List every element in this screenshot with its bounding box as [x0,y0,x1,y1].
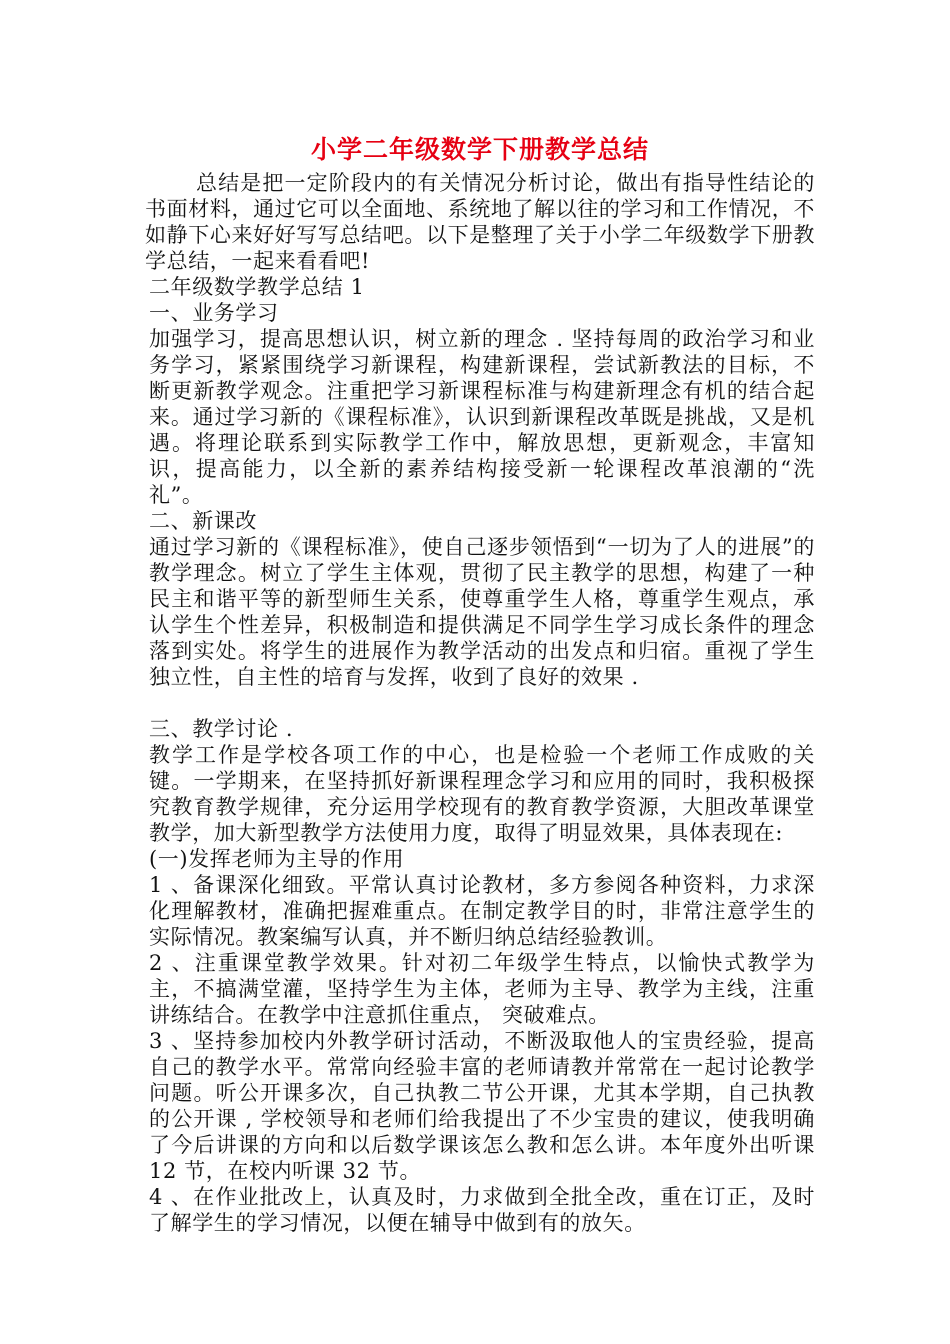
section-heading-teaching-research: 三、教学讨论 . [149,717,294,741]
list-item: 1 、备课深化细致。平常认真讨论教材，多方参阅各种资料，力求深化理解教材，准确把握难重点。在制定教学目的时，非常注意学生的实际情况。教案编写认真，并不断归纳总结经验教训。 [149,873,815,949]
section-heading-business-study: 一、业务学习 [149,301,279,325]
sub-heading-teacher-role: (一)发挥老师为主导的作用 [149,847,405,871]
section-body-business-study: 加强学习，提高思想认识，树立新的理念 . 坚持每周的政治学习和业务学习，紧紧围绕学习新课程，构建新课程，尝试新教法的目标，不断更新教学观念。注重把学习新课程标准与构建新理念有机的结合起来。通过学习新的《课程标准》，认识到新课程改革既是挑战，又是机遇。将理论联系到实际教学工作中，解放思想，更新观念，丰富知识，提高能力，以全新的素养结构接受新一轮课程改革浪潮的“洗礼”。 [149,327,815,507]
list-item: 4 、在作业批改上，认真及时，力求做到全批全改，重在订正，及时了解学生的学习情况，以便在辅导中做到有的放矢。 [149,1185,815,1235]
list-item: 3 、坚持参加校内外教学研讨活动，不断汲取他人的宝贵经验，提高自己的教学水平。常常向经验丰富的老师请教并常常在一起讨论教学问题。听公开课多次，自己执教二节公开课，尤其本学期，自己执教的公开课 , 学校领导和老师们给我提出了不少宝贵的建议，使我明确了今后讲课的方向和以后数学课该怎么教和怎么讲。本年度外出听课 12 节，在校内听课 32 节。 [149,1029,815,1183]
section-heading-new-curriculum: 二、新课改 [149,509,257,533]
document-content [145,132,815,1236]
list-item: 2 、注重课堂教学效果。针对初二年级学生特点，以愉快式教学为主，不搞满堂灌，坚持学生为主体，老师为主导、教学为主线，注重讲练结合。在教学中注意抓住重点， 突破难点。 [149,951,815,1027]
document-subtitle: 二年级数学教学总结 1 [149,275,365,299]
page-title: 小学二年级数学下册教学总结 [310,135,649,164]
paragraph-gap [145,690,815,716]
section-body-teaching-research: 教学工作是学校各项工作的中心，也是检验一个老师工作成败的关键。一学期来，在坚持抓好新课程理念学习和应用的同时，我积极探究教育教学规律，充分运用学校现有的教育教学资源，大胆改革课堂教学，加大新型教学方法使用力度，取得了明显效果，具体表现在: [149,743,815,845]
intro-paragraph: 总结是把一定阶段内的有关情况分析讨论，做出有指导性结论的书面材料，通过它可以全面地、系统地了解以往的学习和工作情况，不如静下心来好好写写总结吧。以下是整理了关于小学二年级数学下册教学总结，一起来看看吧! [145,171,815,273]
section-body-new-curriculum: 通过学习新的《课程标准》，使自己逐步领悟到“一切为了人的进展”的教学理念。树立了学生主体观，贯彻了民主教学的思想，构建了一种民主和谐平等的新型师生关系，使尊重学生人格，尊重学生观点，承认学生个性差异，积极制造和提供满足不同学生学习成长条件的理念落到实处。将学生的进展作为教学活动的出发点和归宿。重视了学生独立性，自主性的培育与发挥，收到了良好的效果 . [149,535,815,689]
